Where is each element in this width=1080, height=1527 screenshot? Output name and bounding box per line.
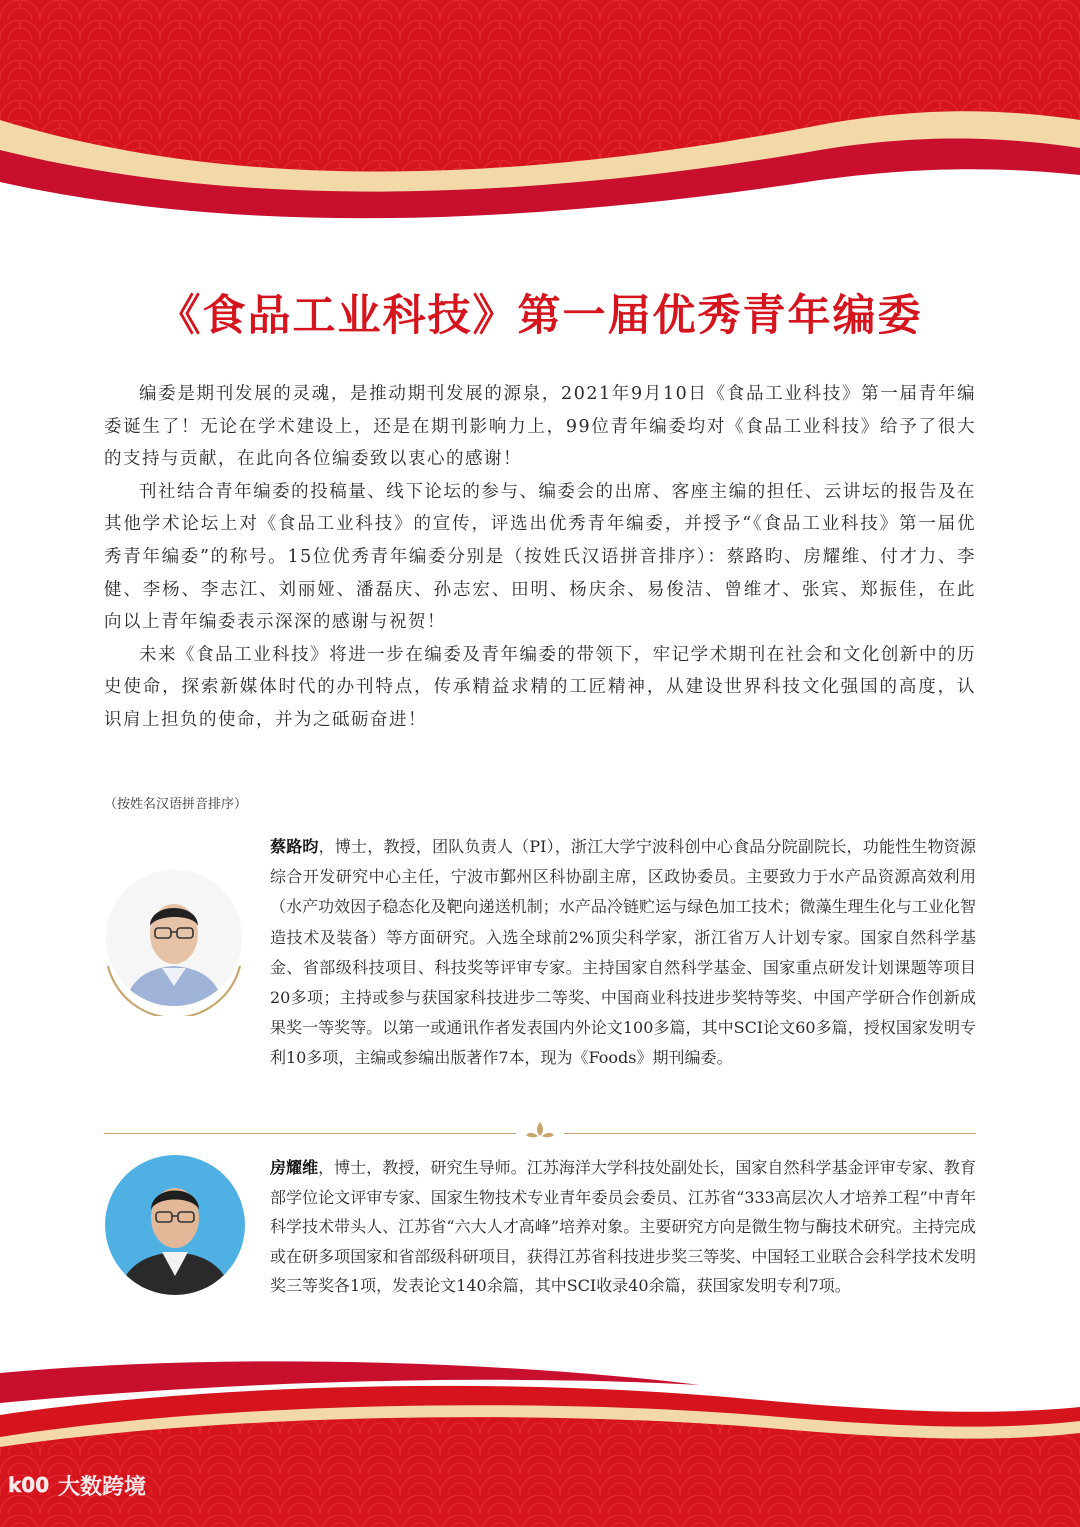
member-name: 房耀维 — [270, 1158, 319, 1177]
intro-text — [104, 378, 976, 737]
member-bio-text: ，博士，教授，团队负责人（PI），浙江大学宁波科创中心食品分院副院长，功能性生物资源综合开发研究中心主任，宁波市鄞州区科协副主席，区政协委员。主要致力于水产品资源高效利用（水产功效因子稳态化及靶向递送机制；水产品冷链贮运与绿色加工技术；微藻生理生化与工业化智造技术及装备）等方面研究。入选全球前2%顶尖科学家，浙江省万人计划专家。国家自然科学基金、省部级科技项目、科技奖等评审专家。主持国家自然科学基金、国家重点研发计划课题等项目20多项；主持或参与获国家科技进步二等奖、中国商业科技进步奖特等奖、中国产学研合作创新成果奖一等奖等。以第一或通讯作者发表国内外论文100多篇，其中SCI论文60多篇，授权国家发明专利10多项，主编或参编出版著作7本，现为《Foods》期刊编委。 — [270, 837, 976, 1068]
top-red-banner — [0, 0, 1080, 230]
svg-text:k00: k00 — [8, 1473, 50, 1497]
intro-paragraph-3: 未来《食品工业科技》将进一步在编委及青年编委的带领下，牢记学术期刊在社会和文化创新中的历史使命，探索新媒体时代的办刊特点，传承精益求精的工匠精神，从建设世界科技文化强国的高度，认识肩上担负的使命，并为之砥砺奋进！ — [104, 644, 976, 730]
watermark-text: 大数跨境 — [58, 1474, 147, 1500]
sort-note: （按姓名汉语拼音排序） — [104, 797, 248, 812]
watermark — [8, 1468, 146, 1502]
member-photo — [104, 1154, 246, 1296]
intro-paragraph-1: 编委是期刊发展的灵魂，是推动期刊发展的源泉，2021年9月10日《食品工业科技》第一届青年编委诞生了！无论在学术建设上，还是在期刊影响力上，99位青年编委均对《食品工业科技》给予了很大的支持与贡献，在此向各位编委致以衷心的感谢！ — [104, 384, 976, 470]
member-bio-text: ，博士，教授，研究生导师。江苏海洋大学科技处副处长，国家自然科学基金评审专家、教育部学位论文评审专家、国家生物技术专业青年委员会委员、江苏省“333高层次人才培养工程”中青年科学技术带头人、江苏省“六大人才高峰”培养对象。主要研究方向是微生物与酶技术研究。主持完成或在研多项国家和省部级科研项目，获得江苏省科技进步奖三等奖、中国轻工业联合会科学技术发明奖三等奖各1项，发表论文140余篇，其中SCI收录40余篇，获国家发明专利7项。 — [270, 1158, 976, 1296]
section-divider — [104, 1126, 976, 1146]
bottom-red-banner — [0, 1355, 1080, 1527]
member-photo — [104, 868, 244, 1016]
member-bio — [270, 832, 976, 1074]
brand-logo-icon — [8, 1470, 52, 1500]
ornament-icon — [524, 1120, 556, 1142]
member-name: 蔡路昀 — [270, 837, 319, 856]
member-bio — [270, 1153, 976, 1301]
page-title: 《食品工业科技》第一届优秀青年编委 — [157, 291, 923, 341]
intro-paragraph-2: 刊社结合青年编委的投稿量、线下论坛的参与、编委会的出席、客座主编的担任、云讲坛的报告及在其他学术论坛上对《食品工业科技》的宣传，评选出优秀青年编委，并授予“《食品工业科技》第一届优秀青年编委”的称号。15位优秀青年编委分别是（按姓氏汉语拼音排序）：蔡路昀、房耀维、付才力、李健、李杨、李志江、刘丽娅、潘磊庆、孙志宏、田明、杨庆余、易俊洁、曾维才、张宾、郑振佳，在此向以上青年编委表示深深的感谢与祝贺！ — [104, 481, 976, 633]
